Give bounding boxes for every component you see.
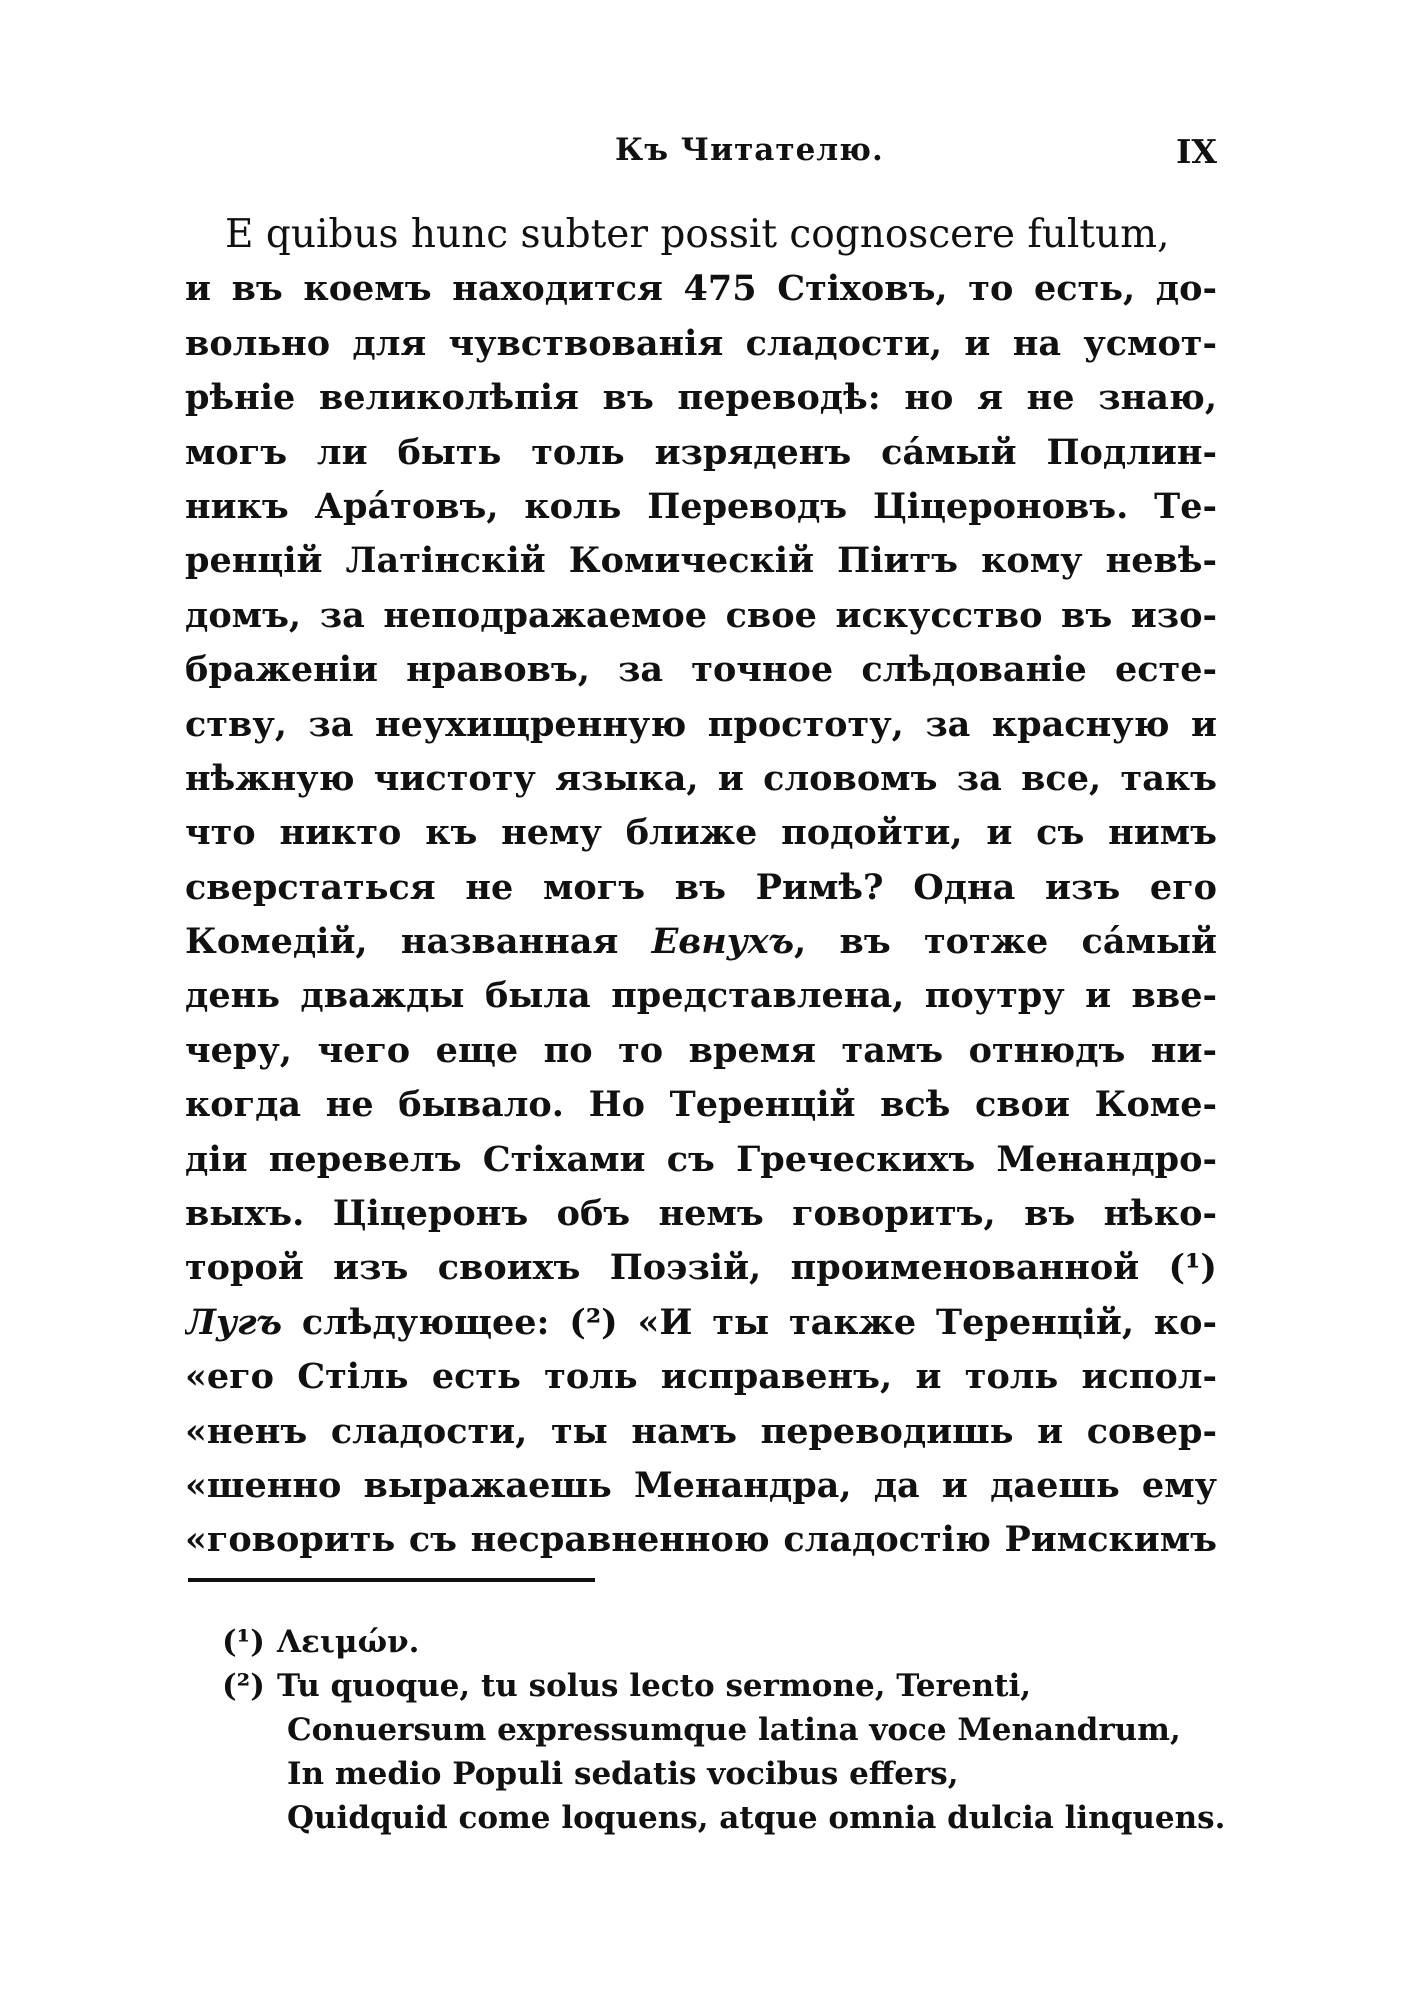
text-line: день дважды была представлена, поутру и вве- — [185, 975, 1217, 1017]
text-line: браженіи нравовъ, за точное слѣдованіе есте- — [185, 649, 1217, 691]
running-title: Къ Читателю. — [615, 132, 884, 168]
text-line: вольно для чувствованія сладости, и на усмот- — [185, 322, 1217, 364]
footnote-text: Λειμών. — [277, 1624, 420, 1660]
running-head — [185, 132, 1217, 182]
italic-title-meadow: Лугъ — [185, 1301, 283, 1343]
text-line: домъ, за неподражаемое свое искусство въ изо- — [185, 594, 1217, 636]
text-line: «ненъ сладости, ты намъ переводишь и совер- — [185, 1410, 1217, 1452]
text-line: «шенно выражаешь Менандра, да и даешь ему — [185, 1464, 1217, 1506]
text-line: сверстаться не могъ въ Римѣ? Одна изъ его — [185, 866, 1217, 908]
text-line-mixed — [185, 915, 1217, 969]
text-line-mixed — [185, 1296, 1217, 1350]
footnote-mark: (²) — [222, 1668, 265, 1704]
footnote-verse-line: Tu quoque, tu solus lecto sermone, Terenti, — [277, 1668, 1032, 1704]
footnote-verse-line: In medio Populi sedatis vocibus effers, — [287, 1756, 959, 1792]
text-line: что никто къ нему ближе подойти, и съ нимъ — [185, 812, 1217, 854]
text-line: выхъ. Ціцеронъ объ немъ говоритъ, въ нѣко- — [185, 1193, 1217, 1235]
body-text — [185, 208, 1217, 1568]
text-line: нѣжную чистоту языка, и словомъ за все, такъ — [185, 757, 1217, 799]
text-line: рѣніе великолѣпія въ переводѣ: но я не знаю, — [185, 377, 1217, 419]
text-segment: слѣдующее: (²) «И ты также Теренцій, ко- — [282, 1301, 1217, 1343]
footnote-verse-line: Conuersum expressumque latina voce Menandrum, — [287, 1712, 1181, 1748]
footnote-mark: (¹) — [222, 1624, 265, 1660]
text-line: никъ Ара́товъ, коль Переводъ Ціцероновъ. Те- — [185, 485, 1217, 527]
footnotes — [222, 1620, 1226, 1840]
text-line: торой изъ своихъ Поэзій, проименованной (¹) — [185, 1247, 1217, 1289]
text-line: могъ ли быть толь изряденъ са́мый Подлин- — [185, 431, 1217, 473]
text-line: діи перевелъ Стіхами съ Греческихъ Менандро- — [185, 1138, 1217, 1180]
page-number: IX — [1175, 132, 1217, 171]
text-segment: , въ тотже са́мый — [794, 921, 1217, 963]
text-line: черу, чего еще по то время тамъ отнюдъ ни- — [185, 1029, 1217, 1071]
latin-verse-line: E quibus hunc subter possit cognoscere fultum, — [225, 212, 1170, 257]
text-line: когда не бывало. Но Теренцій всѣ свои Коме- — [185, 1084, 1217, 1126]
text-line: ренцій Латінскій Комическій Піитъ кому невѣ- — [185, 540, 1217, 582]
footnote-2 — [222, 1664, 1222, 1708]
text-segment: Комедій, названная — [185, 921, 652, 963]
text-line: «его Стіль есть толь исправенъ, и толь испол- — [185, 1356, 1217, 1398]
footnote-rule — [188, 1578, 595, 1582]
footnote-verse-line: Quidquid come loquens, atque omnia dulcia linquens. — [287, 1800, 1226, 1836]
footnote-1 — [222, 1620, 1222, 1664]
text-line: «говорить съ несравненною сладостію Римскимъ — [185, 1519, 1217, 1561]
italic-title-eunuch: Евнухъ — [651, 921, 795, 963]
text-line: и въ коемъ находится 475 Стіховъ, то есть, до- — [185, 268, 1217, 310]
text-line: ству, за неухищренную простоту, за красную и — [185, 703, 1217, 745]
